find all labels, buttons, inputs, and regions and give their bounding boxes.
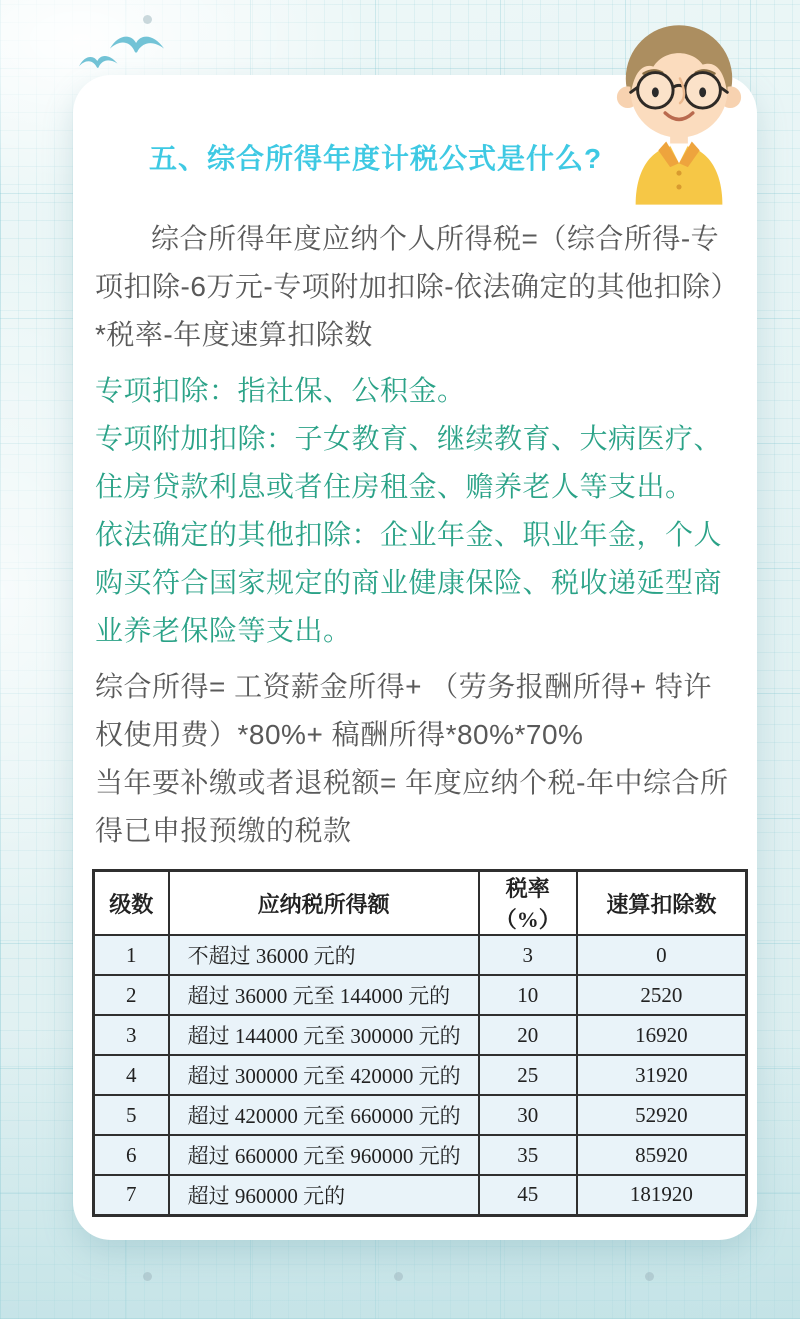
table-cell: 25 [479,1055,577,1095]
table-header-cell: 应纳税所得额 [169,871,479,936]
table-row [94,1135,747,1175]
table-cell: 超过 420000 元至 660000 元的 [169,1095,479,1135]
bird-icon [73,49,122,72]
table-cell: 85920 [577,1135,747,1175]
table-cell: 3 [479,935,577,975]
table-cell: 20 [479,1015,577,1055]
table-cell: 超过 660000 元至 960000 元的 [169,1135,479,1175]
paragraph: 专项扣除：指社保、公积金。 [95,375,466,406]
table-cell: 4 [94,1055,169,1095]
table-cell: 0 [577,935,747,975]
table-header-cell: 级数 [94,871,169,936]
table-row [94,1015,747,1055]
table-cell: 2 [94,975,169,1015]
table-cell: 5 [94,1095,169,1135]
table-row [94,1055,747,1095]
table-cell: 超过 36000 元至 144000 元的 [169,975,479,1015]
grid-dot [143,1272,152,1281]
table-header-cell: 税率（%） [479,871,577,936]
table-header-row [94,871,747,936]
content-card [73,75,757,1240]
table-cell: 超过 960000 元的 [169,1175,479,1215]
grid-dot [645,1272,654,1281]
table-cell: 不超过 36000 元的 [169,935,479,975]
table-cell: 1 [94,935,169,975]
table-row [94,1175,747,1215]
table-cell: 2520 [577,975,747,1015]
grid-dot [394,1272,403,1281]
paragraph: 依法确定的其他扣除：企业年金、职业年金，个人购买符合国家规定的商业健康保险、税收递延型商业养老保险等支出。 [95,519,723,646]
table-cell: 16920 [577,1015,747,1055]
table-row [94,975,747,1015]
paragraph: 综合所得= 工资薪金所得+ （劳务报酬所得+ 特许权使用费）*80%+ 稿酬所得*80%*70% [95,671,712,750]
table-row [94,935,747,975]
table-header-cell: 速算扣除数 [577,871,747,936]
boy-avatar-illustration [610,16,748,206]
grid-dot [143,15,152,24]
table-cell: 30 [479,1095,577,1135]
table-cell: 35 [479,1135,577,1175]
paragraph: 专项附加扣除：子女教育、继续教育、大病医疗、住房贷款利息或者住房租金、赡养老人等支出。 [95,423,723,502]
table-cell: 3 [94,1015,169,1055]
table-cell: 31920 [577,1055,747,1095]
table-cell: 45 [479,1175,577,1215]
table-cell: 52920 [577,1095,747,1135]
table-cell: 超过 300000 元至 420000 元的 [169,1055,479,1095]
table-cell: 6 [94,1135,169,1175]
paragraph: 当年要补缴或者退税额= 年度应纳个税-年中综合所得已申报预缴的税款 [95,767,729,846]
table-cell: 181920 [577,1175,747,1215]
section-title: 五、综合所得年度计税公式是什么? [149,143,603,174]
table-cell: 7 [94,1175,169,1215]
paragraph: 综合所得年度应纳个人所得税=（综合所得-专项扣除-6万元-专项附加扣除-依法确定的其他扣除）*税率-年度速算扣除数 [95,223,726,350]
body-paragraphs [95,215,735,855]
table-cell: 10 [479,975,577,1015]
table-row [94,1095,747,1135]
tax-rate-table [92,869,748,1217]
table-cell: 超过 144000 元至 300000 元的 [169,1015,479,1055]
